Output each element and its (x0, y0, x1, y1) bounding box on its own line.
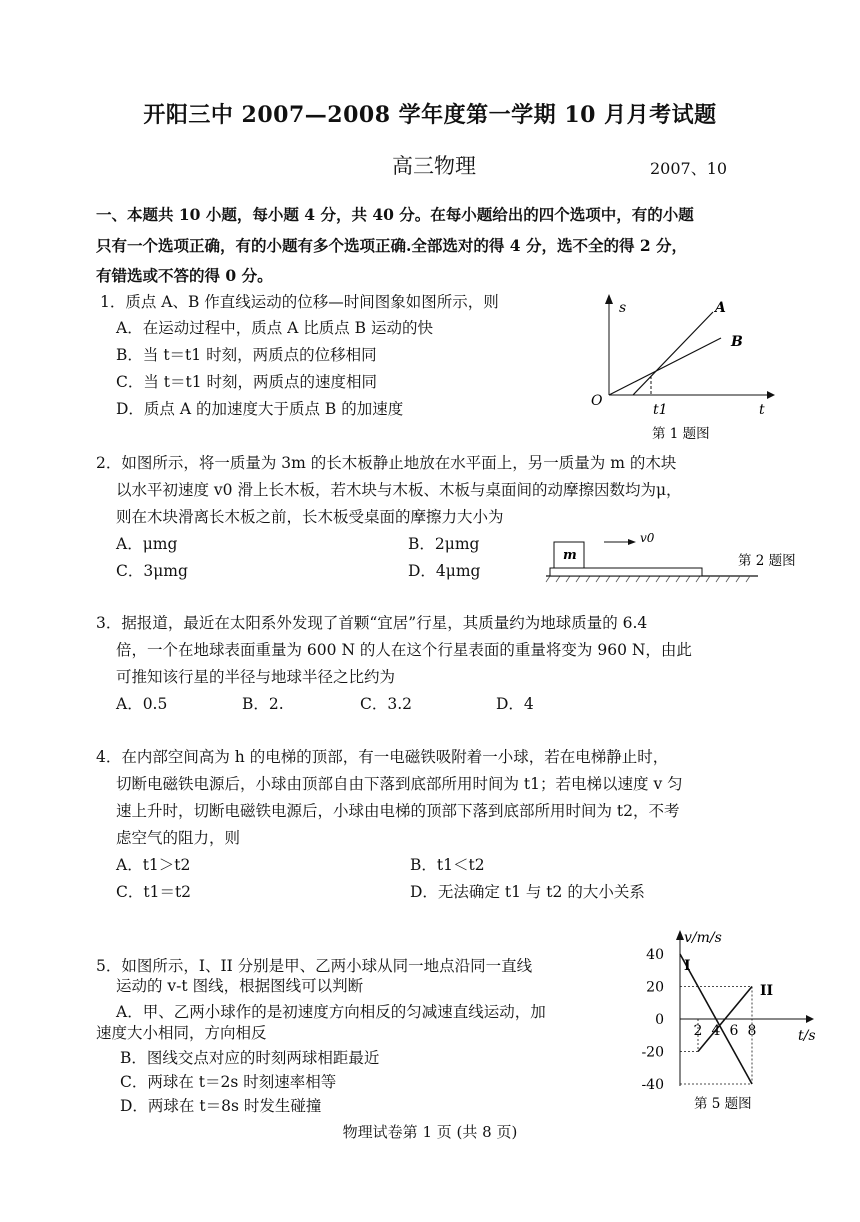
q4-option-d: D．无法确定 t1 与 t2 的大小关系 (410, 883, 645, 901)
q1-caption: 第 1 题图 (652, 426, 710, 442)
q3-option-a: A．0.5 (116, 695, 168, 713)
q2-velocity-label: v0 (640, 531, 655, 545)
q4-option-c: C．t1＝t2 (116, 883, 192, 901)
q3-line-3: 可推知该行星的半径与地球半径之比约为 (116, 668, 396, 686)
q1-t1-label: t1 (653, 402, 668, 418)
q3-line-1: 3．据报道，最近在太阳系外发现了首颗“宜居”行星，其质量约为地球质量的 6.4 (96, 614, 648, 632)
q5-series-label-1: I (684, 958, 691, 974)
q2-option-a: A．μmg (116, 535, 178, 553)
q2-figure (540, 528, 820, 588)
q1-line-b (609, 338, 721, 395)
q1-stem: 1．质点 A、B 作直线运动的位移—时间图象如图所示，则 (100, 293, 499, 311)
q2-line-3: 则在木块滑离长木板之前，长木板受桌面的摩擦力大小为 (116, 508, 504, 526)
q4-line-1: 4．在内部空间高为 h 的电梯的顶部，有一电磁铁吸附着一小球，若在电梯静止时， (96, 748, 669, 766)
q5-x-arrow-icon (806, 1015, 814, 1023)
q1-x-arrow-icon (767, 391, 775, 399)
q5-vt-chart (630, 918, 830, 1118)
q5-option-b: B．图线交点对应的时刻两球相距最近 (120, 1049, 380, 1067)
q1-option-d: D．质点 A 的加速度大于质点 B 的加速度 (116, 400, 404, 418)
q2-table-hatch (546, 576, 750, 582)
q1-option-c: C．当 t＝t1 时刻，两质点的速度相同 (116, 373, 378, 391)
q5-line-2: 运动的 v-t 图线，根据图线可以判断 (116, 977, 364, 995)
q5-xtick-8: 8 (747, 1023, 757, 1039)
q1-label-b: B (731, 334, 743, 350)
section-instruction-line-3: 有错选或不答的得 0 分。 (96, 266, 273, 285)
q4-option-a: A．t1＞t2 (116, 856, 191, 874)
q5-line-1: 5．如图所示，I、II 分别是甲、乙两小球从同一地点沿同一直线 (96, 957, 533, 975)
q5-xtick-4: 4 (711, 1023, 721, 1039)
q3-option-b: B．2. (242, 695, 284, 713)
q1-option-b: B．当 t＝t1 时刻，两质点的位移相同 (116, 346, 377, 364)
q1-label-a: A (715, 300, 726, 316)
q5-option-a-1: A．甲、乙两小球作的是初速度方向相反的匀减速直线运动，加 (116, 1003, 546, 1021)
q5-y-arrow-icon (676, 930, 684, 940)
q5-xtick-2: 2 (693, 1023, 703, 1039)
q2-block-label: m (563, 548, 577, 563)
q2-option-d: D．4μmg (408, 562, 481, 580)
exam-title: 开阳三中 2007—2008 学年度第一学期 10 月月考试题 (143, 102, 717, 128)
q1-axis-y-label: s (619, 300, 627, 316)
section-instruction-line-1: 一、本题共 10 小题，每小题 4 分，共 40 分。在每小题给出的四个选项中，有的小题 (96, 205, 694, 224)
q1-origin-label: O (591, 393, 603, 409)
q2-long-board (550, 568, 702, 576)
q2-option-b: B．2μmg (408, 535, 480, 553)
q3-option-c: C．3.2 (360, 695, 413, 713)
q3-option-d: D．4 (496, 695, 534, 713)
q5-xtick-6: 6 (729, 1023, 739, 1039)
q4-line-4: 虑空气的阻力，则 (116, 829, 241, 847)
section-instruction-line-2: 只有一个选项正确，有的小题有多个选项正确.全部选对的得 4 分，选不全的得 2 分， (96, 236, 688, 255)
q2-option-c: C．3μmg (116, 562, 188, 580)
exam-date: 2007、10 (650, 159, 728, 178)
q2-line-2: 以水平初速度 v0 滑上长木板，若木块与木板、木板与桌面间的动摩擦因数均为μ， (116, 481, 682, 499)
q1-y-arrow-icon (605, 294, 613, 304)
q3-line-2: 倍，一个在地球表面重量为 600 N 的人在这个行星表面的重量将变为 960 N，由此 (116, 641, 692, 659)
q2-velocity-arrow-icon (628, 539, 636, 545)
q5-ytick-minus-20: -20 (641, 1044, 664, 1061)
q5-option-c: C．两球在 t＝2s 时刻速率相等 (120, 1073, 337, 1091)
q2-caption: 第 2 题图 (738, 553, 796, 569)
q4-option-b: B．t1＜t2 (410, 856, 485, 874)
q1-figure (585, 290, 785, 445)
q5-series-label-2: II (760, 983, 774, 999)
q1-option-a: A．在运动过程中，质点 A 比质点 B 运动的快 (116, 319, 433, 337)
page-footer: 物理试卷第 1 页 (共 8 页) (342, 1123, 518, 1141)
q1-axis-x-label: t (759, 402, 765, 418)
q5-option-d: D．两球在 t＝8s 时发生碰撞 (120, 1097, 322, 1115)
q1-line-a (633, 312, 713, 395)
q2-line-1: 2．如图所示，将一质量为 3m 的长木板静止地放在水平面上，另一质量为 m 的木块 (96, 454, 677, 472)
q4-line-2: 切断电磁铁电源后，小球由顶部自由下落到底部所用时间为 t1；若电梯以速度 v 匀 (116, 775, 683, 793)
q5-ytick-0: 0 (655, 1012, 664, 1028)
q5-y-axis-label: v/m/s (684, 930, 722, 946)
q5-option-a-2: 速度大小相同，方向相反 (96, 1024, 267, 1042)
q5-ytick-20: 20 (646, 979, 664, 996)
q5-caption: 第 5 题图 (694, 1096, 752, 1112)
q5-x-axis-label: t/s (798, 1028, 816, 1044)
q5-ytick-minus-40: -40 (641, 1077, 664, 1093)
q4-line-3: 速上升时，切断电磁铁电源后，小球由电梯的顶部下落到底部所用时间为 t2，不考 (116, 802, 680, 820)
q5-ytick-40: 40 (646, 947, 664, 963)
subject-title: 高三物理 (392, 154, 476, 178)
